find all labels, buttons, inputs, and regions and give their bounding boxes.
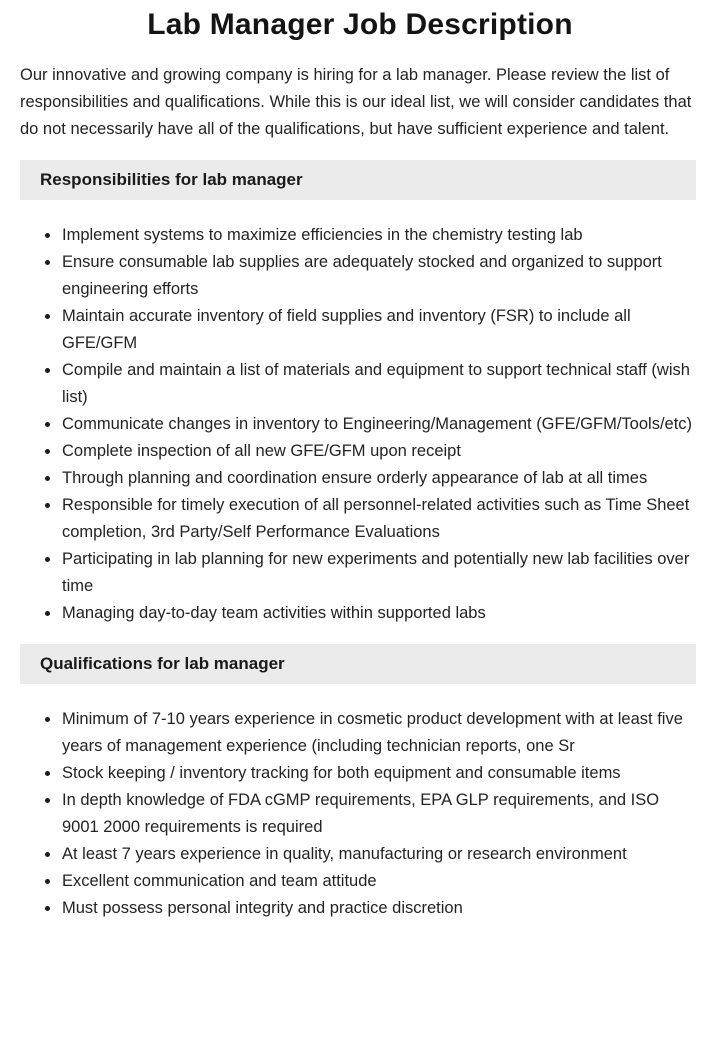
page-title: Lab Manager Job Description xyxy=(147,8,573,41)
list-item: Responsible for timely execution of all personnel-related activities such as Time Sheet completion, 3rd Party/Self Performance Evaluations xyxy=(62,492,694,546)
qualifications-section-header xyxy=(20,644,696,684)
list-item: Ensure consumable lab supplies are adequately stocked and organized to support engineering efforts xyxy=(62,249,694,303)
list-item: Maintain accurate inventory of field supplies and inventory (FSR) to include all GFE/GFM xyxy=(62,303,694,357)
list-item: Managing day-to-day team activities within supported labs xyxy=(62,600,694,627)
list-item: Implement systems to maximize efficiencies in the chemistry testing lab xyxy=(62,222,694,249)
responsibilities-section-header xyxy=(20,160,696,200)
list-item: Minimum of 7-10 years experience in cosmetic product development with at least five years of management experience (including technician reports, one Sr xyxy=(62,706,694,760)
responsibilities-list xyxy=(0,222,694,627)
list-item: Complete inspection of all new GFE/GFM upon receipt xyxy=(62,438,694,465)
list-item: Compile and maintain a list of materials and equipment to support technical staff (wish list) xyxy=(62,357,694,411)
list-item: Participating in lab planning for new experiments and potentially new lab facilities over time xyxy=(62,546,694,600)
list-item: Excellent communication and team attitude xyxy=(62,868,694,895)
list-item: At least 7 years experience in quality, manufacturing or research environment xyxy=(62,841,694,868)
list-item: Communicate changes in inventory to Engineering/Management (GFE/GFM/Tools/etc) xyxy=(62,411,694,438)
intro-paragraph: Our innovative and growing company is hiring for a lab manager. Please review the list of responsibilities and qualifications. While this is our ideal list, we will consider candidates that do not necessarily have all of the qualifications, but have sufficient experience and talent. xyxy=(20,66,692,138)
list-item: In depth knowledge of FDA cGMP requirements, EPA GLP requirements, and ISO 9001 2000 requirements is required xyxy=(62,787,694,841)
list-item: Through planning and coordination ensure orderly appearance of lab at all times xyxy=(62,465,694,492)
responsibilities-section-heading: Responsibilities for lab manager xyxy=(40,170,303,189)
qualifications-section-heading: Qualifications for lab manager xyxy=(40,654,285,673)
list-item: Stock keeping / inventory tracking for both equipment and consumable items xyxy=(62,760,694,787)
qualifications-list xyxy=(0,706,694,922)
list-item: Must possess personal integrity and practice discretion xyxy=(62,895,694,922)
